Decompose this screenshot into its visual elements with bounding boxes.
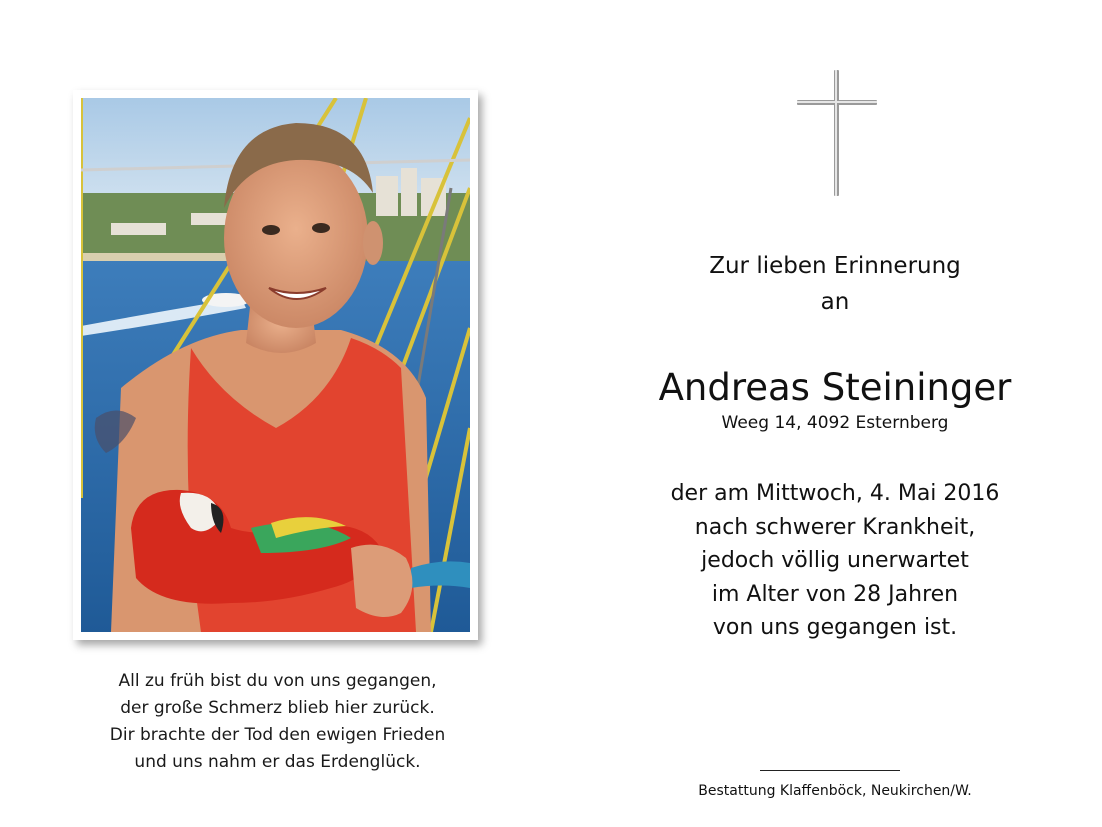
remembrance-heading xyxy=(630,248,1040,320)
death-details xyxy=(630,477,1040,645)
details-line: von uns gegangen ist. xyxy=(712,615,958,640)
details-line: der am Mittwoch, 4. Mai 2016 xyxy=(670,481,1000,506)
funeral-home-credit: Bestattung Klaffenböck, Neukirchen/W. xyxy=(698,783,972,799)
deceased-name: Andreas Steininger xyxy=(658,366,1012,409)
cross-icon xyxy=(795,68,881,200)
memorial-poem xyxy=(60,668,495,776)
ear xyxy=(363,221,383,265)
details-line: im Alter von 28 Jahren xyxy=(711,581,959,607)
details-line: jedoch völlig unerwartet xyxy=(701,548,969,573)
heading-line-2: an xyxy=(820,289,850,315)
poem-line: und uns nahm er das Erdenglück. xyxy=(134,752,421,772)
portrait-photo xyxy=(81,98,470,632)
portrait-photo-frame xyxy=(73,90,478,640)
poem-line: Dir brachte der Tod den ewigen Frieden xyxy=(109,725,446,745)
heading-line-1: Zur lieben Erinnerung xyxy=(709,253,961,279)
deceased-address: Weeg 14, 4092 Esternberg xyxy=(721,413,949,433)
details-line: nach schwerer Krankheit, xyxy=(694,514,976,540)
divider-line xyxy=(760,770,900,771)
poem-line: All zu früh bist du von uns gegangen, xyxy=(118,671,437,691)
poem-line: der große Schmerz blieb hier zurück. xyxy=(120,698,435,718)
